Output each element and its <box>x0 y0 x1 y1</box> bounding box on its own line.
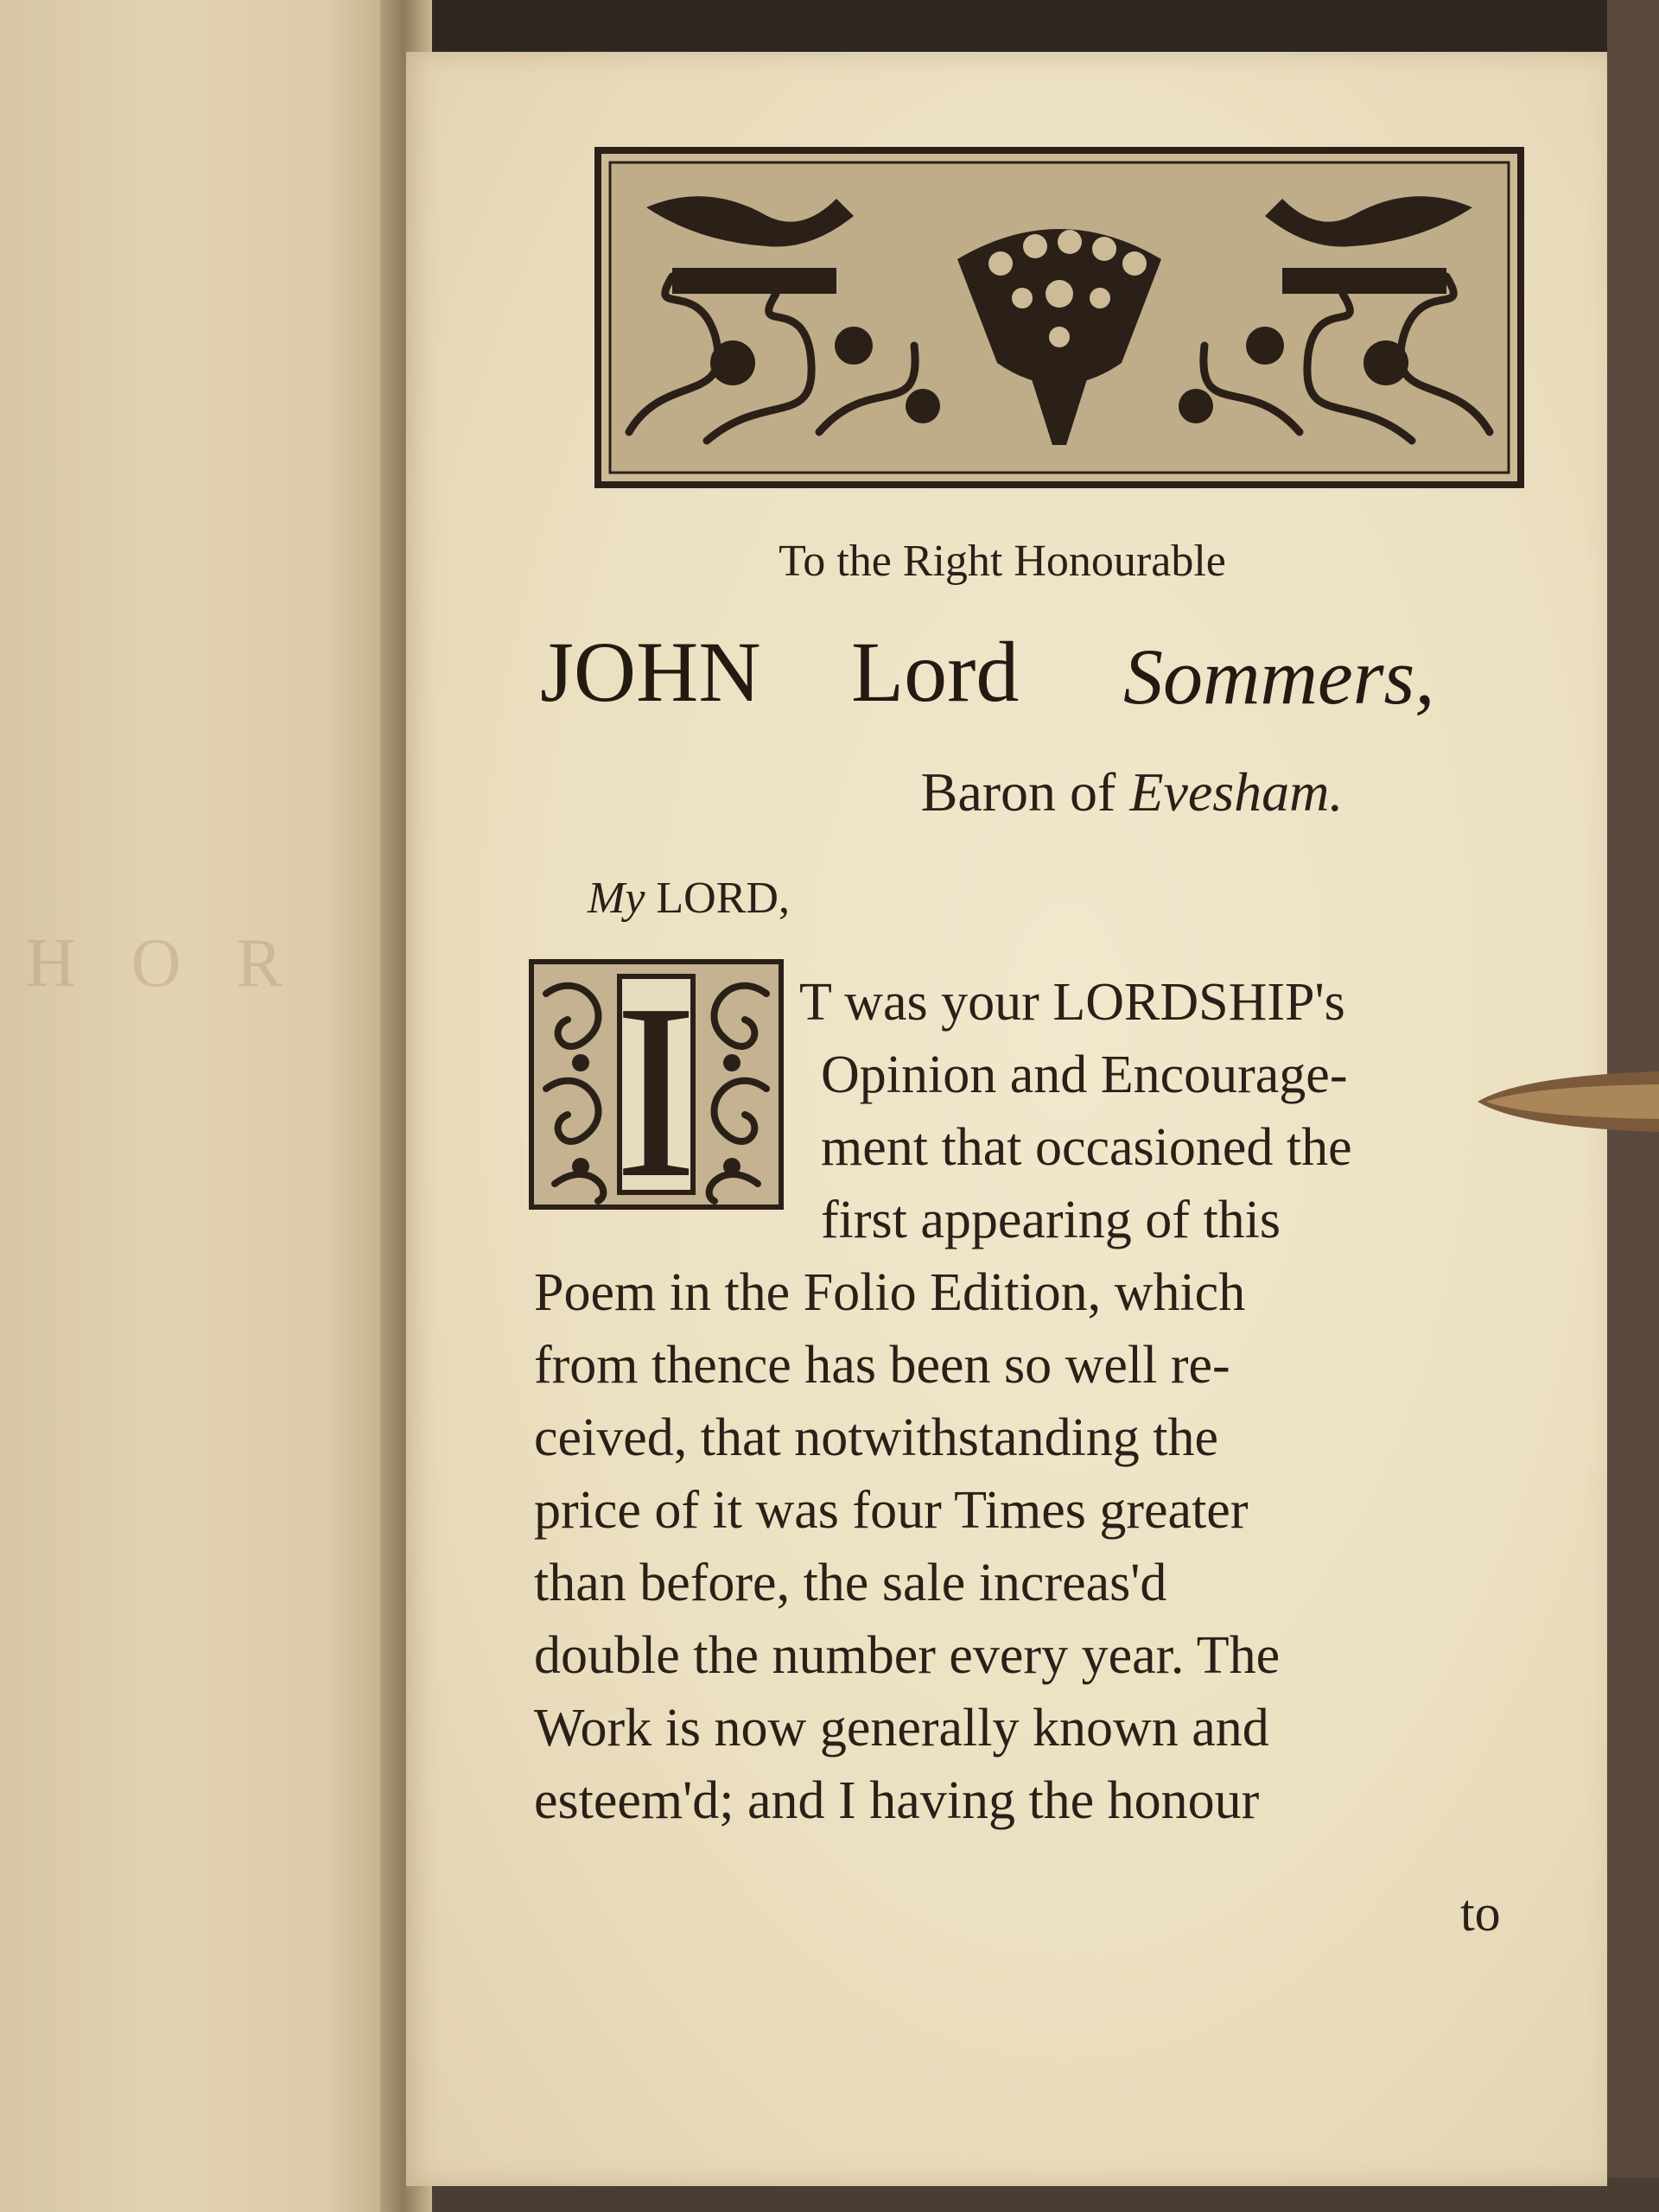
name-title: Lord <box>851 624 1020 720</box>
salutation <box>588 873 790 924</box>
text-line-9: than before, the sale increas'd <box>534 1554 1167 1612</box>
baron-line <box>302 760 1659 824</box>
salutation-my: My <box>588 874 645 923</box>
catchword: to <box>1460 1885 1501 1942</box>
left-facing-page <box>0 0 406 2212</box>
text-line-11: Work is now generally known and <box>534 1699 1269 1758</box>
drop-cap-letter: I <box>613 959 698 1210</box>
bleed-through-text: H O R <box>26 925 302 1001</box>
text-line-3: ment that occasioned the <box>821 1118 1352 1177</box>
text-line-4: first appearing of this <box>821 1191 1281 1249</box>
text-line-5: Poem in the Folio Edition, which <box>534 1263 1246 1322</box>
metal-bookmark-clip <box>1469 1058 1659 1145</box>
woodcut-headpiece-ornament <box>594 147 1524 488</box>
dedicatee-name <box>527 622 1495 726</box>
text-line-8: price of it was four Times greater <box>534 1481 1249 1540</box>
name-first: JOHN <box>540 624 761 720</box>
text-line-12: esteem'd; and I having the honour <box>534 1771 1260 1830</box>
baron-place: Evesham. <box>1129 761 1344 823</box>
text-line-6: from thence has been so well re- <box>534 1336 1230 1395</box>
text-line-7: ceived, that notwithstanding the <box>534 1408 1219 1467</box>
text-line-1: T was your LORDSHIP's <box>799 973 1345 1032</box>
text-line-2: Opinion and Encourage- <box>821 1046 1348 1104</box>
baron-prefix: Baron of <box>920 761 1116 823</box>
name-last: Sommers, <box>1123 632 1435 721</box>
dedication-line: To the Right Honourable <box>779 537 1226 586</box>
salutation-lord: LORD, <box>656 874 790 923</box>
text-line-10: double the number every year. The <box>534 1626 1281 1685</box>
decorated-initial-i <box>529 959 784 1210</box>
